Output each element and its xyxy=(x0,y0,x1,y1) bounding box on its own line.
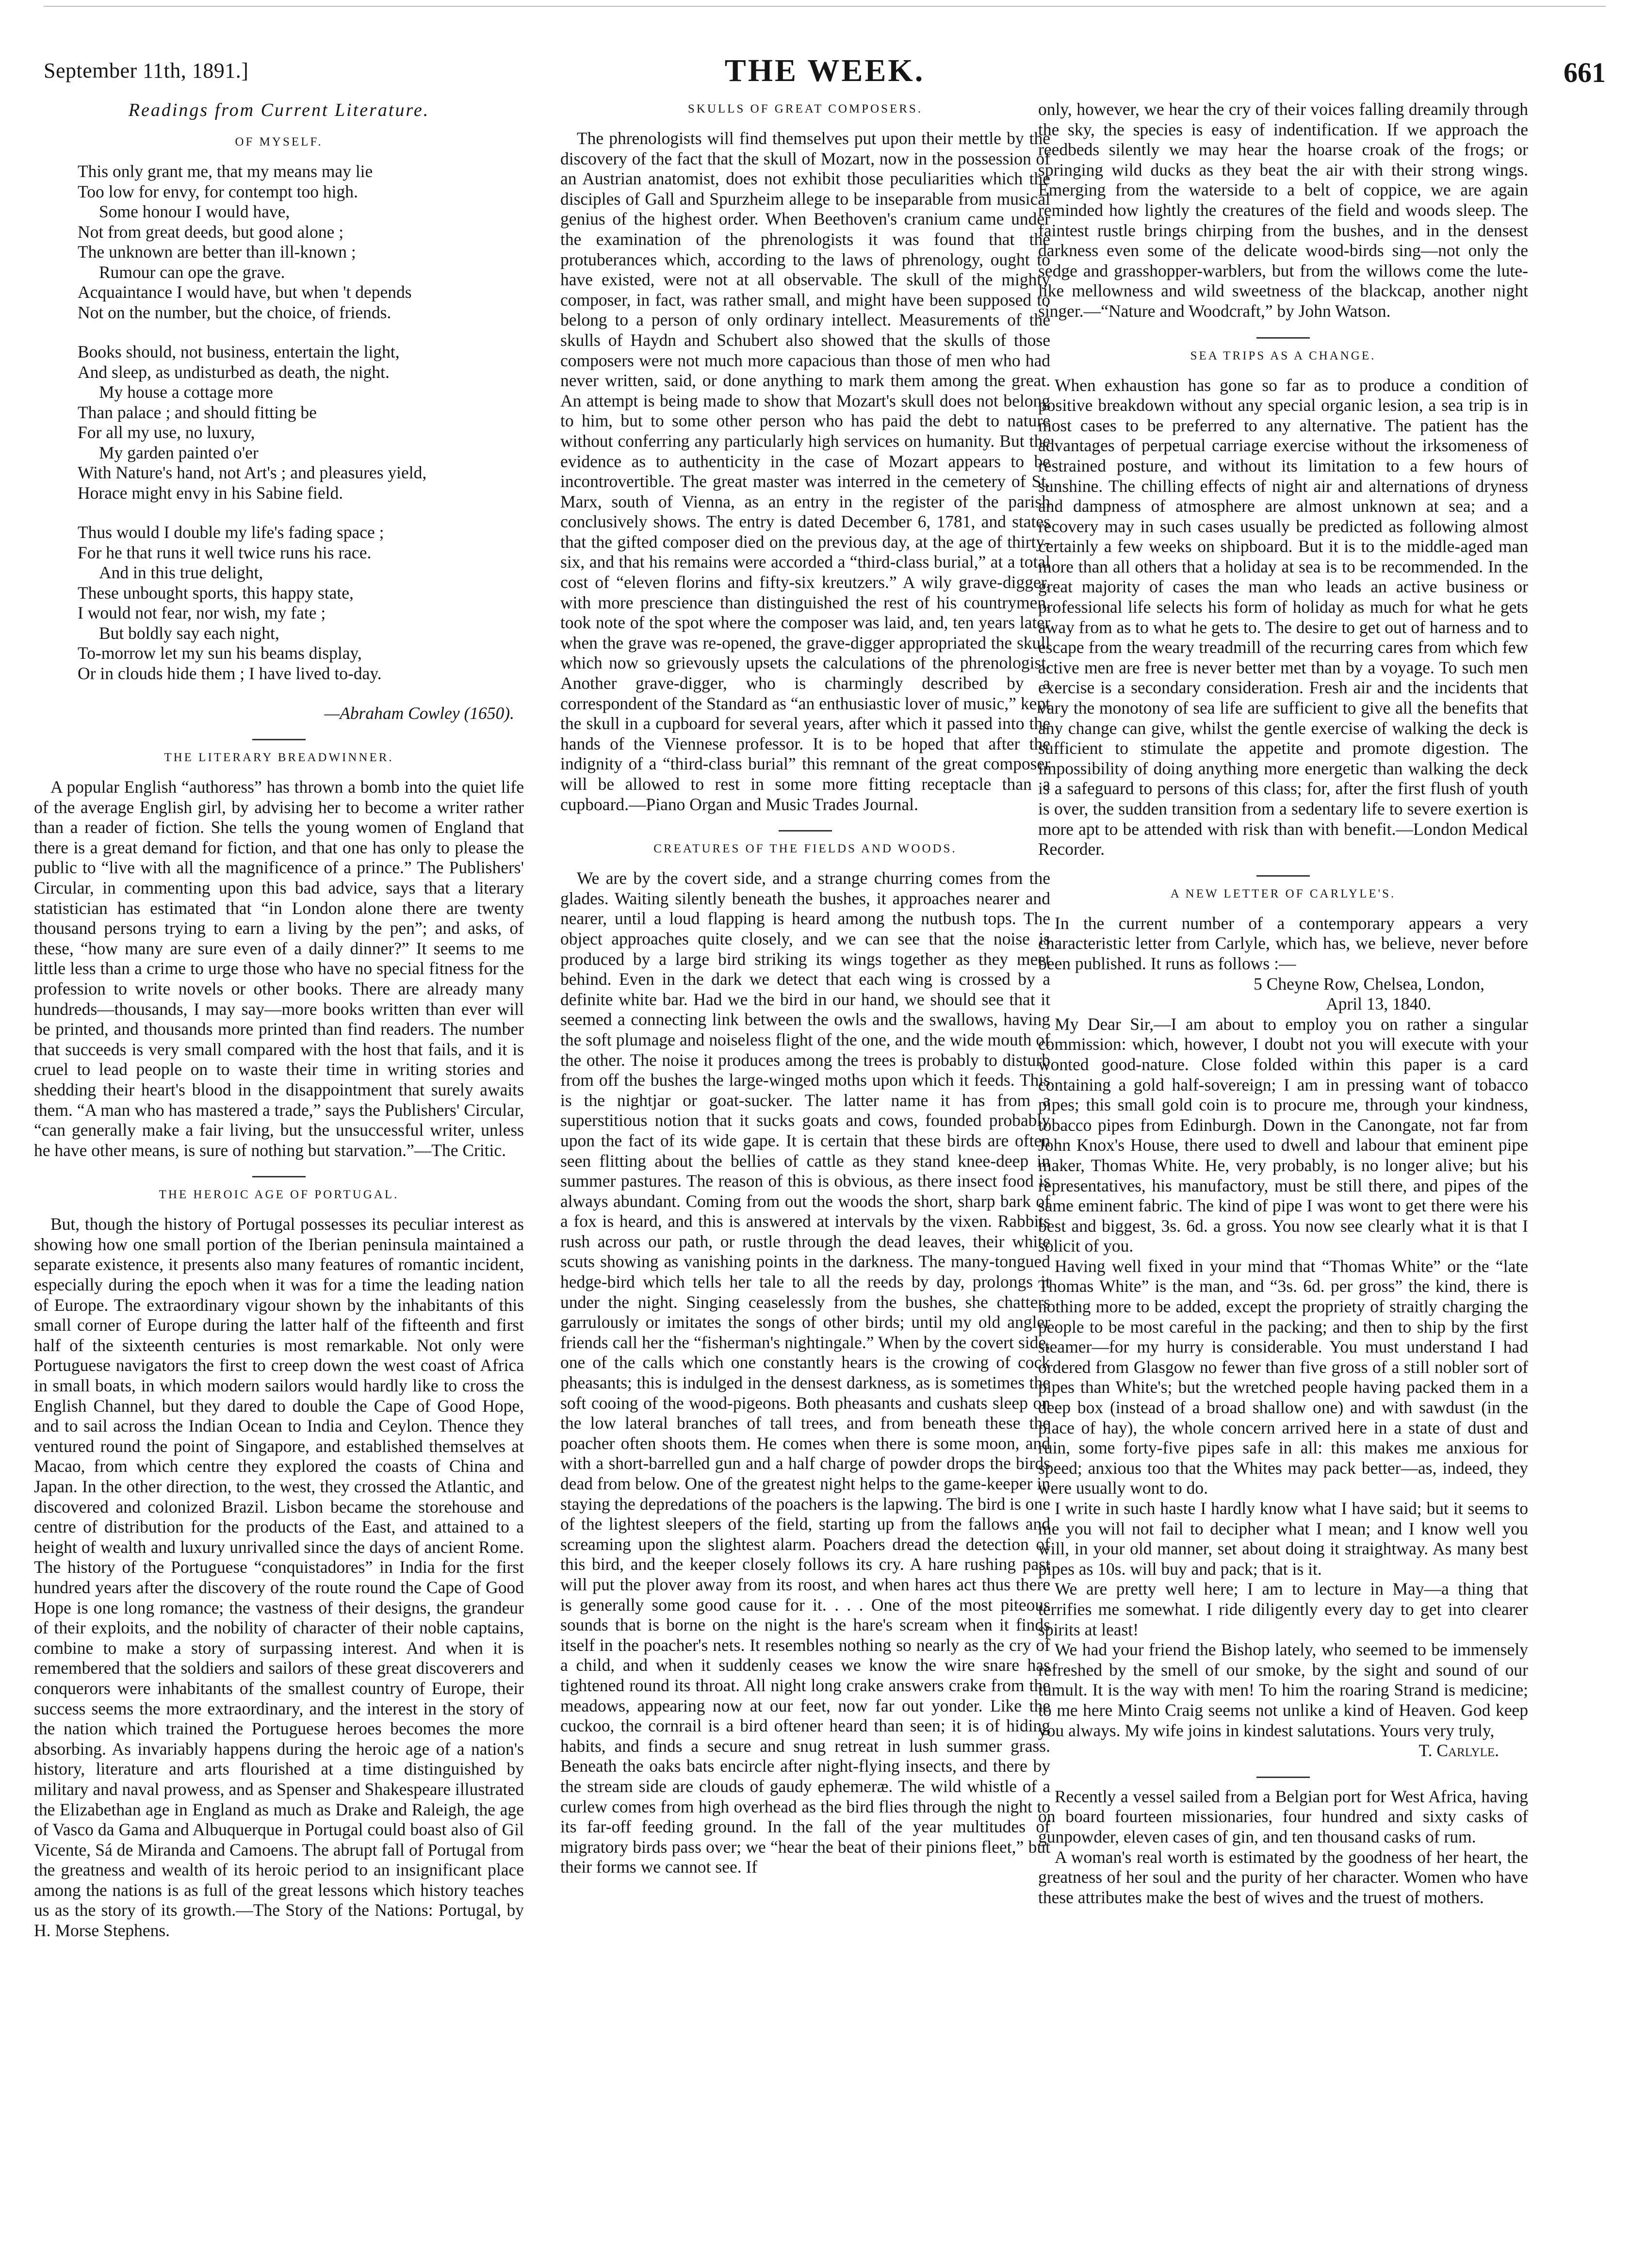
article-body: We are by the covert side, and a strange churring comes from the glades. Waiting silently beneath the bushes, it approaches nearer and nearer, until a loud flapping is heard among the nutbush tops. The object approaches quite closely, and we can see that the noise is produced by a large bird striking its wings together as they meet behind. Even in the dark we detect that each wing is crossed by a definite white bar. Had we the bird in our hand, we should see that it seemed a connecting link between the owls and the swallows, having the soft plumage and noiseless flight of the one, and the wide mouth of the other. The noise it produces among the trees is probably to disturb from off the bushes the large-winged moths upon which it feeds. This is the nightjar or goat-sucker. The latter name it has from a superstitious notion that it sucks goats and cows, founded probably upon the fact of its wide gape. It is certain that these birds are often seen flitting about the bellies of cattle as they stand knee-deep in summer pastures. The reason of this is obvious, as there insect food is always abundant. Coming from out the woods the short, sharp bark of a fox is heard, and this is answered at intervals by the vixen. Rabbits rush across our path, or rustle through the dead leaves, their white scuts showing as vanishing points in the darkness. The many-tongued hedge-bird which tells her tale to all the reeds by day, prolongs it under the night. Singing ceaselessly from the bushes, she chatters garrulously or imitates the songs of other birds; until my old angler friends call her the “fisherman's nightingale.” When by the covert side, one of the calls which one constantly hears is the crowing of cock pheasants; this is indulged in the densest darkness, as is sometimes the soft cooing of the wood-pigeons. Both pheasants and cushats sleep on the low lateral branches of tall trees, and from beneath these the poacher often shoots them. He comes when there is some moon, and with a short-barrelled gun and a half charge of powder drops the birds dead from below. One of the greatest night helps to the game-keeper in staying the depredations of the poachers is the lapwing. The bird is one of the lightest sleepers of the field, starting up from the fallows and screaming upon the slightest alarm. Poachers dread the detection of this bird, and the keeper closely follows its cry. A hare rushing past will put the plover away from its roost, and when hares act thus there is generally some good cause for it. . . . One of the most piteous sounds that is borne on the night is the hare's scream when it finds itself in the poacher's nets. It resembles nothing so nearly as the cry of a child, and when it suddenly ceases we know the wire snare has tightened round its throat. All night long crake answers crake from the meadows, appearing now at our feet, now far out yonder. Like the cuckoo, the cornrail is a bird oftener heard than seen; it is of hiding habits, and finds a secure and snug retreat in lush summer grass. Beneath the oaks bats encircle after night-flying insects, and there by the stream side are clouds of gaudy ephemeræ. The wild whistle of a curlew comes from high overhead as the bird flies through the night to its far-off feeding ground. In the fall of the year multitudes of migratory birds pass over; we “hear the beat of their pinions fleet,” but their forms we cannot see. If xyxy=(560,868,1050,1877)
poem-line: My garden painted o'er xyxy=(99,442,259,462)
article-creatures-fields-woods xyxy=(560,842,1050,1877)
poem-line: Or in clouds hide them ; I have lived to-day. xyxy=(78,663,382,683)
poem-line: Some honour I would have, xyxy=(99,202,290,221)
article-title: SEA TRIPS AS A CHANGE. xyxy=(1190,349,1376,362)
poem-line: And in this true delight, xyxy=(99,563,263,582)
page-header xyxy=(44,52,1606,106)
page-number: 661 xyxy=(1564,57,1606,88)
poem-line: But boldly say each night, xyxy=(99,623,279,643)
article-title: OF MYSELF. xyxy=(235,135,323,148)
article-literary-breadwinner xyxy=(34,751,524,1160)
letter-intro: In the current number of a contemporary appears a very characteristic letter from Carlyle, which has, we believe, never before been published. It runs as follows :— xyxy=(1038,913,1528,973)
poem xyxy=(78,162,524,684)
poem-line: My house a cottage more xyxy=(99,382,273,402)
column-2 xyxy=(560,99,1050,1877)
article-divider xyxy=(1256,337,1310,339)
poem-line: For all my use, no luxury, xyxy=(78,423,255,442)
top-border-rule xyxy=(44,6,1606,7)
letter-address: 5 Cheyne Row, Chelsea, London, xyxy=(1254,974,1484,994)
poem-line: And sleep, as undisturbed as death, the night. xyxy=(78,362,390,382)
article-body: When exhaustion has gone so far as to produce a condition of positive breakdown without any special organic lesion, a sea trip is in most cases to be preferred to any alternative. The patient has the advantages of perpetual carriage exercise without the irksomeness of restrained posture, and without its limitation to a few hours of sunshine. The chilling effects of night air and alternations of dryness and dampness of atmosphere are almost unknown at sea; and a recovery may in such cases usually be predicted as following almost certainly a few weeks on shipboard. But it is to the middle-aged man more than all others that a holiday at sea is to be recommended. In the great majority of cases the man who leads an active business or professional life selects his form of holiday as much for what he gets away from as to what he gets to. The desire to get out of harness and to escape from the weary treadmill of the recurring cares from which few active men are free is never better met than by a voyage. To such men exercise is a secondary consideration. Fresh air and the incidents that vary the monotony of sea life are sufficient to give all the benefits that any change can give, whilst the gentle exercise of walking the deck is sufficient to stimulate the appetite and promote digestion. The impossibility of doing anything more energetic than walking the deck is a safeguard to persons of this class; for, after the first flush of youth is over, the sudden transition from a sedentary life to severe exertion is more apt to be attended with risk than with benefit.—London Medical Recorder. xyxy=(1038,375,1528,859)
poem-line: Rumour can ope the grave. xyxy=(99,262,285,282)
article-title: THE LITERARY BREADWINNER. xyxy=(164,751,394,764)
article-divider xyxy=(252,739,306,740)
article-title: THE HEROIC AGE OF PORTUGAL. xyxy=(159,1188,399,1202)
poem-line: The unknown are better than ill-known ; xyxy=(78,242,356,261)
article-continuation: only, however, we hear the cry of their voices falling dreamily through the sky, the species is easy of indentification. If we approach the reedbeds silently we may hear the hoarse croak of the frogs; or springing wild ducks as they beat the air with their strong wings. Emerging from the waterside to a belt of coppice, we are again reminded how lightly the creatures of the field and woods sleep. The faintest rustle brings chirping from the bushes, and in the densest darkness even some of the delicate wood-birds sing—not only the sedge and grasshopper-warblers, but from the willows come the lute-like mellowness and wild sweetness of the blackcap, another night singer.—“Nature and Woodcraft,” by John Watson. xyxy=(1038,99,1528,321)
article-carlyle-letter xyxy=(1038,887,1528,1761)
poem-attribution: —Abraham Cowley (1650). xyxy=(324,703,514,723)
article-body: The phrenologists will find themselves put upon their mettle by the discovery of the fact that the skull of Mozart, now in the possession of an Austrian anatomist, does not exhibit those peculiarities which the disciples of Gall and Spurzheim allege to be inseparable from musical genius of the highest order. When Beethoven's cranium came under the examination of the phrenologists it was found that the protuberances which, according to the laws of phrenology, ought to have existed, were not at all observable. The skull of the mighty composer, in fact, was rather small, and might have been supposed to belong to a person of only ordinary intellect. Measurements of the skulls of Haydn and Schubert also showed that the skulls of those composers were not much more capacious than those of men who had never written, said, or done anything to mark them among the great. An attempt is being made to show that Mozart's skull does not belong to him, but to some other person who has paid the debt to nature without conferring any particularly high services on humanity. But the evidence as to authenticity in the case of Mozart appears to be incontrovertible. The great master was interred in the cemetery of St. Marx, south of Vienna, as an entry in the register of the parish conclusively shows. The entry is dated December 6, 1781, and states that the gifted composer died on the previous day, at the age of thirty-six, and that his remains were accorded a “third-class burial,” at a total cost of “eleven florins and fifty-six kreutzers.” A wily grave-digger, with more prescience than distinguished the rest of his countrymen, took note of the spot where the composer was laid, and, ten years later when the grave was re-opened, the grave-digger appropriated the skull which now so grievously upsets the calculations of the phrenologist. Another grave-digger, who is charmingly described by a correspondent of the Standard as “an enthusiastic lover of music,” kept the skull in a cupboard for several years, after which it passed into the hands of the Viennese professor. It is to be hoped that after the indignity of a “third-class burial” this remnant of the great composer will be allowed to rest in some more fitting receptacle than a cupboard.—Piano Organ and Music Trades Journal. xyxy=(560,129,1050,814)
letter-signature: T. Carlyle. xyxy=(1418,1741,1499,1761)
letter-date: April 13, 1840. xyxy=(1326,994,1431,1014)
poem-stanza xyxy=(78,342,524,503)
article-heroic-age-portugal xyxy=(34,1188,524,1941)
letter-paragraph: My Dear Sir,—I am about to employ you on rather a singular commission: which, however, I doubt not you will execute with your wonted good-nature. Close folded within this paper is a card containing a gold half-sovereign; I am in pressing want of tobacco pipes; this small gold coin is to procure me, through your kindness, tobacco pipes from Edinburgh. Down in the Canongate, not far from John Knox's House, there used to dwell and labour that eminent pipe maker, Thomas White. He, very probably, is no longer alive; but his representatives, his manufactory, must be still there, and pipes of the same eminent fabric. The kind of pipe I was wont to get there were his best and biggest, 3s. 6d. a gross. You now see clearly what it is that I solicit of you. xyxy=(1038,1014,1528,1256)
publication-title: THE WEEK. xyxy=(724,53,925,88)
article-skulls-of-composers xyxy=(560,102,1050,815)
letter-paragraph: Having well fixed in your mind that “Thomas White” or the “late Thomas White” is the man, and “3s. 6d. per gross” the kind, there is nothing more to be added, except the propriety of straitly charging the people to be most careful in the packing; and then to ship by the first steamer—for my hurry is considerable. You must understand I had ordered from Glasgow no fewer than five gross of a still nobler sort of pipes than White's; but the wretched people having packed them in a deep box (instead of a broad shallow one) and with sawdust (in the place of hay), the whole concern arrived here in a state of dust and ruin, some forty-five pipes safe in all: this makes me anxious for speed; anxious too that the Whites may pack better—as, indeed, they were usually wont to do. xyxy=(1038,1256,1528,1498)
letter-paragraph: We had your friend the Bishop lately, who seemed to be immensely refreshed by the smell of our smoke, by the sight and sound of our tumult. It is the way with men! To him the roaring Strand is medicine; to me here Minto Craig seems not unlike a kind of Heaven. God keep you always. My wife joins in kindest salutations. Yours very truly, xyxy=(1038,1640,1528,1740)
poem-line: Horace might envy in his Sabine field. xyxy=(78,483,343,503)
issue-date: September 11th, 1891.] xyxy=(44,59,249,82)
poem-line: Books should, not business, entertain the light, xyxy=(78,342,400,361)
section-heading: Readings from Current Literature. xyxy=(128,100,430,120)
article-of-myself xyxy=(34,135,524,723)
poem-line: Not from great deeds, but good alone ; xyxy=(78,222,344,242)
item-womans-worth: A woman's real worth is estimated by the goodness of her heart, the greatness of her soul and the purity of her character. Women who have these attributes make the best of wives and the truest of mothers. xyxy=(1038,1847,1528,1907)
poem-line: For he that runs it well twice runs his race. xyxy=(78,542,372,562)
item-missionaries: Recently a vessel sailed from a Belgian port for West Africa, having on board fourteen missionaries, four hundred and sixty casks of gunpowder, eleven cases of gin, and ten thousand casks of rum. xyxy=(1038,1786,1528,1846)
poem-line: Than palace ; and should fitting be xyxy=(78,402,317,422)
article-body: A popular English “authoress” has thrown a bomb into the quiet life of the average English girl, by advising her to become a writer rather than a reader of fiction. She tells the young women of England that there is a great demand for fiction, and that one has only to please the public to “live with all the magnificence of a prince.” The Publishers' Circular, in commenting upon this bad advice, says that a literary statistician has estimated that “in London alone there are twenty thousand persons trying to earn a living by the pen”; and asks, of these, “how many are sure even of a daily dinner?” It seems to me little less than a crime to urge those who have no special fitness for the profession to write novels or other books. There are already many hundreds—thousands, I may say—more books written than ever will be printed, and thousands more printed than find readers. The number that succeeds is very small compared with the host that fails, and it is cruel to lead people on to waste their time in writing stories and shedding their heart's blood in the disappointment that surely awaits them. “A man who has mastered a trade,” says the Publishers' Circular, “can generally make a fair living, but the unsuccessful writer, unless he have other means, is sure of nothing but starvation.”—The Critic. xyxy=(34,777,524,1160)
poem-line: With Nature's hand, not Art's ; and pleasures yield, xyxy=(78,463,427,482)
poem-stanza xyxy=(78,162,524,323)
column-1 xyxy=(34,99,524,1941)
article-sea-trips xyxy=(1038,349,1528,860)
article-body: But, though the history of Portugal possesses its peculiar interest as showing how one small portion of the Iberian peninsula maintained a separate existence, it presents also many features of romantic incident, especially during the epoch when it was for a time the leading nation of Europe. The extraordinary vigour shown by the inhabitants of this small corner of Europe during the latter half of the fifteenth and first half of the sixteenth centuries is most remarkable. Not only were Portuguese navigators the first to creep down the west coast of Africa in small boats, in which modern sailors would hardly like to cross the English Channel, but they dared to double the Cape of Good Hope, and to sail across the Indian Ocean to India and Ceylon. Thence they ventured round the point of Singapore, and established themselves at Macao, from which centre they explored the coasts of China and Japan. In the other direction, to the west, they crossed the Atlantic, and discovered and colonized Brazil. Lisbon became the storehouse and centre of distribution for the products of the East, and attained to a height of wealth and luxury unrivalled since the days of ancient Rome. The history of the Portuguese “conquistadores” in India for the first hundred years after the discovery of the route round the Cape of Good Hope is one long romance; the vastness of their designs, the grandeur of their exploits, and the nobility of character of their noble captains, combine to make a story of surpassing interest. And when it is remembered that the soldiers and sailors of these great discoverers and conquerors were inhabitants of the smallest country of Europe, their success seems the more extraordinary, and the interest in the story of the nation which trained the Portuguese heroes becomes the more absorbing. As invariably happens during the heroic age of a nation's history, literature and arts flourished at a time distinguished by military and naval prowess, and as Spenser and Shakespeare illustrated the Elizabethan age in England as much as Drake and Raleigh, the age of Vasco da Gama and Albuquerque in Portugal could boast also of Gil Vicente, Sá de Miranda and Camoens. The abrupt fall of Portugal from the greatness and wealth of its heroic period to an insignificant place among the nations is as full of the great lessons which history teaches us as the story of its growth.—The Story of the Nations: Portugal, by H. Morse Stephens. xyxy=(34,1214,524,1941)
article-divider xyxy=(1256,1777,1310,1778)
poem-line: To-morrow let my sun his beams display, xyxy=(78,643,362,663)
article-title: SKULLS OF GREAT COMPOSERS. xyxy=(687,102,923,115)
poem-line: Too low for envy, for contempt too high. xyxy=(78,181,358,201)
article-divider xyxy=(252,1176,306,1177)
poem-stanza xyxy=(78,522,524,684)
poem-line: Thus would I double my life's fading space ; xyxy=(78,522,384,542)
poem-line: I would not fear, nor wish, my fate ; xyxy=(78,603,326,622)
poem-line: Not on the number, but the choice, of friends. xyxy=(78,302,391,322)
column-3 xyxy=(1038,99,1528,1908)
poem-line: These unbought sports, this happy state, xyxy=(78,583,354,603)
article-title: A NEW LETTER OF CARLYLE'S. xyxy=(1170,887,1396,900)
letter-paragraph: I write in such haste I hardly know what I have said; but it seems to me you will not fail to decipher what I mean; and I know well you will, in your old manner, set about doing it straightway. As many best pipes as 10s. will buy and pack; that is it. xyxy=(1038,1499,1528,1579)
poem-line: This only grant me, that my means may lie xyxy=(78,162,373,181)
article-divider xyxy=(779,830,832,832)
article-divider xyxy=(1256,875,1310,877)
article-title: CREATURES OF THE FIELDS AND WOODS. xyxy=(653,842,957,856)
letter-paragraph: We are pretty well here; I am to lecture in May—a thing that terrifies me somewhat. I ride diligently every day to get into clearer spirits at least! xyxy=(1038,1579,1528,1639)
poem-line: Acquaintance I would have, but when 't depends xyxy=(78,282,412,302)
